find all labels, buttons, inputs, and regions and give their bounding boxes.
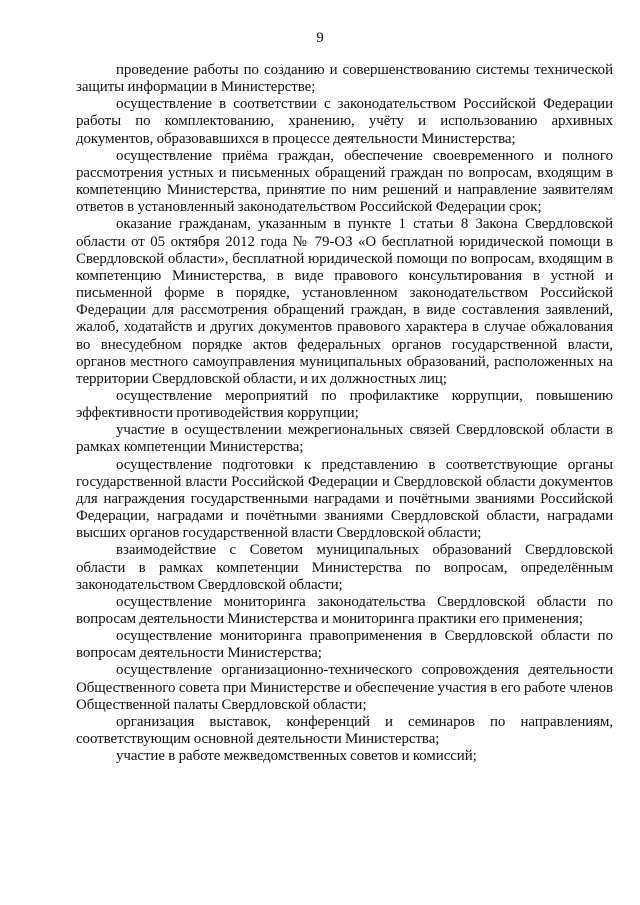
paragraph-legislation-monitoring: осуществление мониторинга законодательства Свердловской области по вопросам деятельности Министерства и мониторинга практики его применения; xyxy=(76,593,613,627)
document-body xyxy=(76,62,613,765)
paragraph-interregional-relations: участие в осуществлении межрегиональных связей Свердловской области в рамках компетенции Министерства; xyxy=(76,422,613,456)
paragraph-anti-corruption: осуществление мероприятий по профилактике коррупции, повышению эффективности противодействия коррупции; xyxy=(76,387,613,422)
paragraph-exhibitions-conferences: организация выставок, конференций и семинаров по направлениям, соответствующим основной деятельности Министерства; xyxy=(76,713,613,748)
paragraph-citizen-appeals: осуществление приёма граждан, обеспечение своевременного и полного рассмотрения устных и письменных обращений граждан по вопросам, входящим в компетенцию Министерства, принятие по ним решений и направление заявителям ответов в установленный законодательством Российской Федерации срок; xyxy=(76,147,613,216)
paragraph-municipal-council: взаимодействие с Советом муниципальных образований Свердловской области в рамках компетенции Министерства по вопросам, определённым законодательством Свердловской области; xyxy=(76,542,613,593)
page-number: 9 xyxy=(316,30,324,46)
paragraph-technical-protection: проведение работы по созданию и совершенствованию системы технической защиты информации в Министерстве; xyxy=(76,62,613,96)
paragraph-archive-documents: осуществление в соответствии с законодательством Российской Федерации работы по комплектованию, хранению, учёту и использованию архивных документов, образовавшихся в процессе деятельности Министерства; xyxy=(76,96,613,147)
paragraph-law-enforcement-monitoring: осуществление мониторинга правоприменения в Свердловской области по вопросам деятельности Министерства; xyxy=(76,628,613,662)
paragraph-interagency-commissions: участие в работе межведомственных советов и комиссий; xyxy=(116,748,477,765)
paragraph-state-awards: осуществление подготовки к представлению в соответствующие органы государственной власти Российской Федерации и Свердловской области документов для награждения государственными наградами и почётными званиями Российской Федерации, наградами и почётными званиями Свердловской области, наградами высших органов государственной власти Свердловской области; xyxy=(76,456,613,542)
paragraph-public-council: осуществление организационно-технического сопровождения деятельности Общественного совета при Министерстве и обеспечение участия в его работе членов Общественной палаты Свердловской области; xyxy=(76,662,613,713)
paragraph-free-legal-aid: оказание гражданам, указанным в пункте 1 статьи 8 Закона Свердловской области от 05 октября 2012 года № 79-ОЗ «О бесплатной юридической помощи в Свердловской области», бесплатной юридической помощи по вопросам, входящим в компетенцию Министерства, в виде правового консультирования в устной и письменной форме в порядке, установленном законодательством Российской Федерации для рассмотрения обращений граждан, в виде составления заявлений, жалоб, ходатайств и других документов правового характера в случае обжалования во внесудебном порядке актов федеральных органов государственной власти, органов местного самоуправления муниципальных образований, расположенных на территории Свердловской области, и их должностных лиц; xyxy=(76,216,613,387)
